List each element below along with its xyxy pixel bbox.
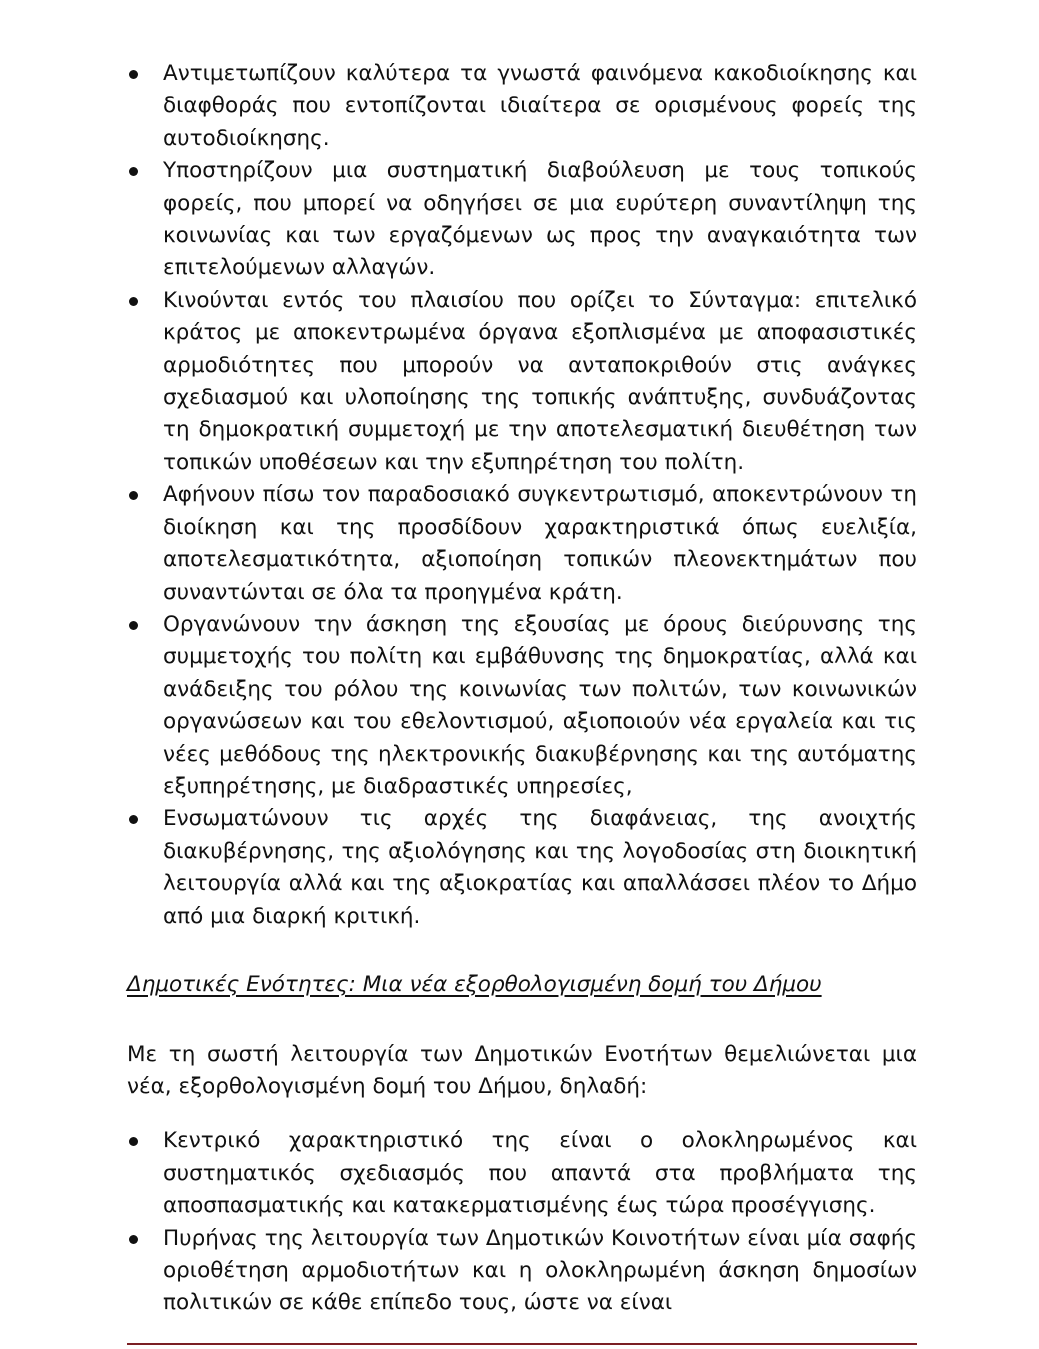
bullet-list-top bbox=[127, 58, 917, 933]
list-item: Αντιμετωπίζουν καλύτερα τα γνωστά φαινόμενα κακοδιοίκησης και διαφθοράς που εντοπίζονται ιδιαίτερα σε ορισμένους φορείς της αυτοδιοίκησης. bbox=[127, 58, 917, 155]
page-content bbox=[127, 58, 917, 1320]
list-item: Κινούνται εντός του πλαισίου που ορίζει το Σύνταγμα: επιτελικό κράτος με αποκεντρωμένα όργανα εξοπλισμένα με αποφασιστικές αρμοδιότητες που μπορούν να ανταποκριθούν στις ανάγκες σχεδιασμού και υλοποίησης της τοπικής ανάπτυξης, συνδυάζοντας τη δημοκρατική συμμετοχή με την αποτελεσματική διευθέτηση των τοπικών υποθέσεων και την εξυπηρέτηση του πολίτη. bbox=[127, 285, 917, 479]
list-item: Κεντρικό χαρακτηριστικό της είναι ο ολοκληρωμένος και συστηματικός σχεδιασμός που απαντά στα προβλήματα της αποσπασματικής και κατακερματισμένης έως τώρα προσέγγισης. bbox=[127, 1125, 917, 1222]
list-item: Υποστηρίζουν μια συστηματική διαβούλευση με τους τοπικούς φορείς, που μπορεί να οδηγήσει σε μια ευρύτερη συναντίληψη της κοινωνίας και των εργαζόμενων ως προς την αναγκαιότητα των επιτελούμενων αλλαγών. bbox=[127, 155, 917, 285]
section-heading: Δημοτικές Ενότητες: Μια νέα εξορθολογισμένη δομή του Δήμου bbox=[127, 971, 822, 997]
list-item: Οργανώνουν την άσκηση της εξουσίας με όρους διεύρυνσης της συμμετοχής του πολίτη και εμβάθυνσης της δημοκρατίας, αλλά και ανάδειξης του ρόλου της κοινωνίας των πολιτών, των κοινωνικών οργανώσεων και του εθελοντισμού, αξιοποιούν νέα εργαλεία και τις νέες μεθόδους της ηλεκτρονικής διακυβέρνησης και της αυτόματης εξυπηρέτησης, με διαδραστικές υπηρεσίες, bbox=[127, 609, 917, 803]
list-item: Αφήνουν πίσω τον παραδοσιακό συγκεντρωτισμό, αποκεντρώνουν τη διοίκηση και της προσδίδουν χαρακτηριστικά όπως ευελιξία, αποτελεσματικότητα, αξιοποίηση τοπικών πλεονεκτημάτων που συναντώνται σε όλα τα προηγμένα κράτη. bbox=[127, 479, 917, 609]
intro-paragraph: Με τη σωστή λειτουργία των Δημοτικών Ενοτήτων θεμελιώνεται μια νέα, εξορθολογισμένη δομή του Δήμου, δηλαδή: bbox=[127, 1041, 917, 1100]
footer-divider bbox=[127, 1343, 917, 1345]
list-item: Ενσωματώνουν τις αρχές της διαφάνειας, της ανοιχτής διακυβέρνησης, της αξιολόγησης και της λογοδοσίας στη διοικητική λειτουργία αλλά και της αξιοκρατίας και απαλλάσσει πλέον το Δήμο από μια διαρκή κριτική. bbox=[127, 803, 917, 933]
bullet-list-bottom bbox=[127, 1125, 917, 1319]
list-item: Πυρήνας της λειτουργία των Δημοτικών Κοινοτήτων είναι μία σαφής οριοθέτηση αρμοδιοτήτων και η ολοκληρωμένη άσκηση δημοσίων πολιτικών σε κάθε επίπεδο τους, ώστε να είναι bbox=[127, 1223, 917, 1320]
